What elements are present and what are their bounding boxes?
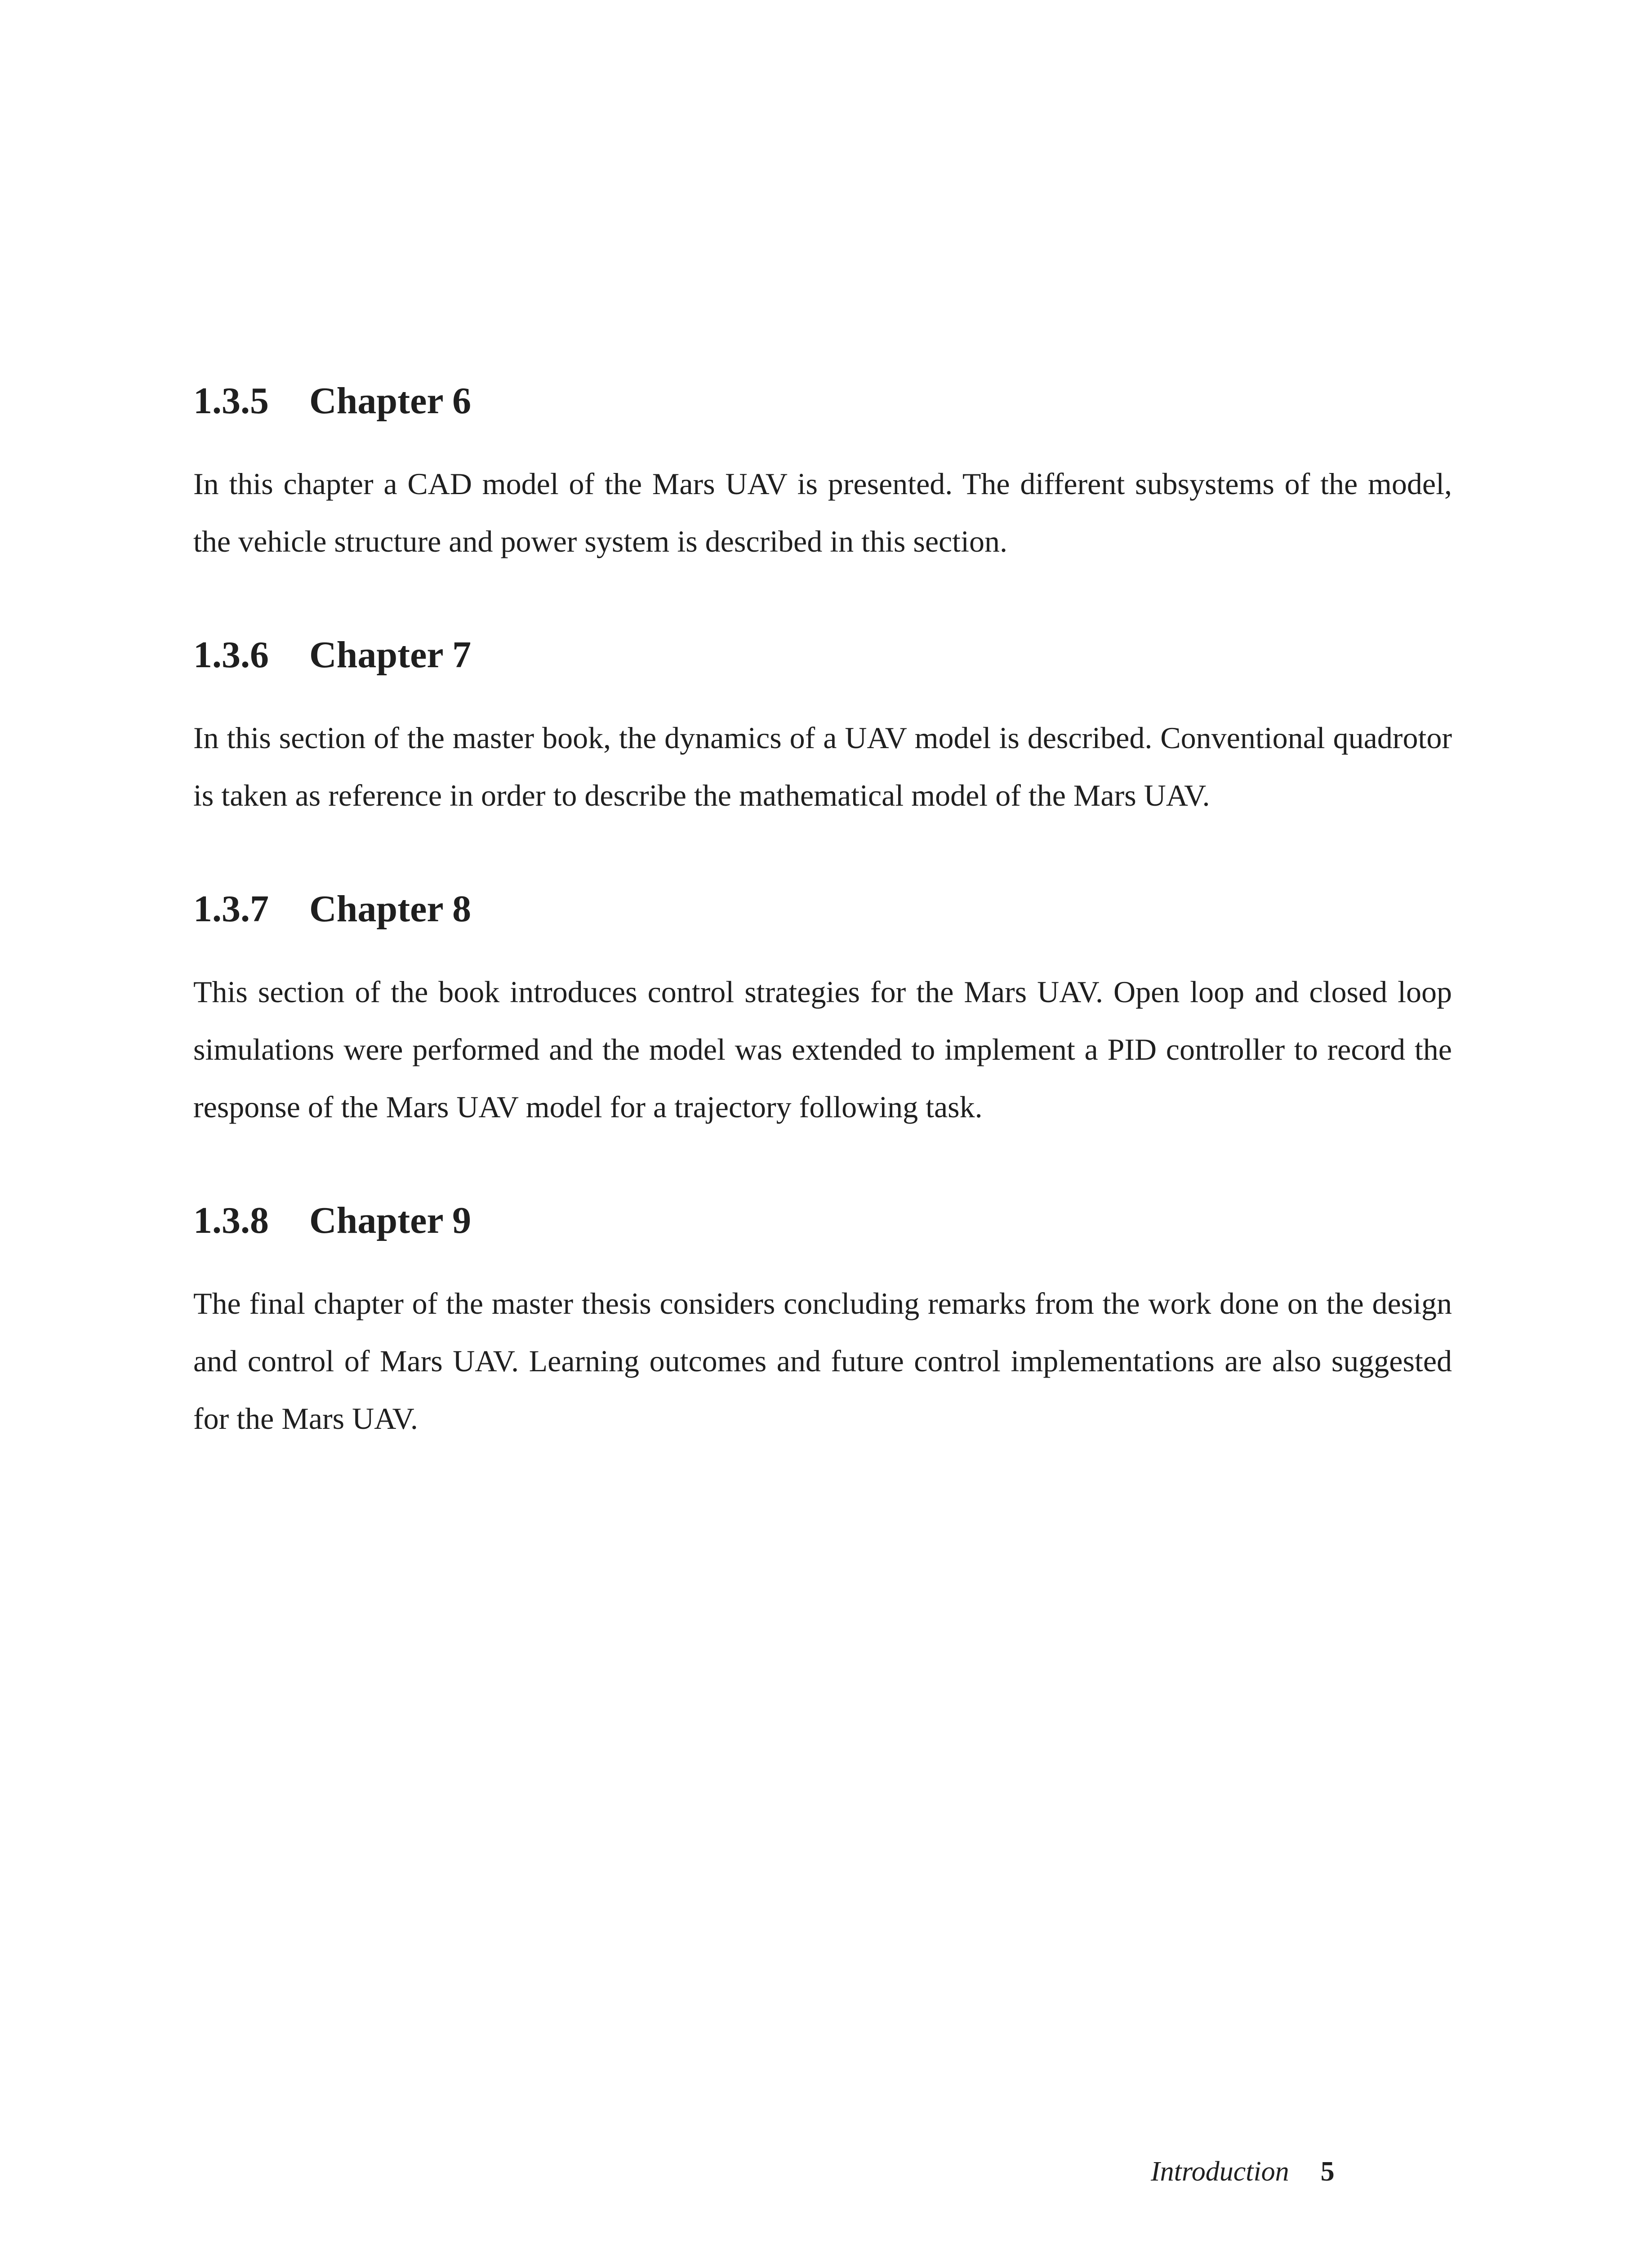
- section-number: 1.3.5: [193, 380, 269, 422]
- section-1-3-6: [193, 633, 1452, 824]
- page-footer: [1151, 2154, 1335, 2190]
- page-number: 5: [1320, 2156, 1335, 2187]
- section-heading: [193, 1198, 1452, 1243]
- section-1-3-8: [193, 1198, 1452, 1447]
- section-number: 1.3.8: [193, 1200, 269, 1241]
- section-number: 1.3.6: [193, 634, 269, 676]
- section-title: Chapter 9: [309, 1200, 472, 1241]
- section-number: 1.3.7: [193, 888, 269, 930]
- section-1-3-7: [193, 887, 1452, 1136]
- section-1-3-5: [193, 379, 1452, 570]
- section-title: Chapter 7: [309, 634, 472, 676]
- section-heading: [193, 379, 1452, 424]
- section-title: Chapter 8: [309, 888, 472, 930]
- section-paragraph: The final chapter of the master thesis considers concluding remarks from the work done on the design and control of Mars UAV. Learning outcomes and future control implementations are also suggested for the Mars UAV.: [193, 1286, 1452, 1436]
- section-paragraph: This section of the book introduces control strategies for the Mars UAV. Open loop and closed loop simulations were performed and the model was extended to implement a PID controller to record the response of the Mars UAV model for a trajectory following task.: [193, 975, 1452, 1124]
- section-paragraph: In this chapter a CAD model of the Mars UAV is presented. The different subsystems of the model, the vehicle structure and power system is described in this section.: [193, 467, 1452, 558]
- section-paragraph: In this section of the master book, the dynamics of a UAV model is described. Conventional quadrotor is taken as reference in order to describe the mathematical model of the Mars UAV.: [193, 721, 1452, 812]
- section-heading: [193, 887, 1452, 932]
- running-title: Introduction: [1151, 2156, 1289, 2187]
- section-heading: [193, 633, 1452, 678]
- section-title: Chapter 6: [309, 380, 472, 422]
